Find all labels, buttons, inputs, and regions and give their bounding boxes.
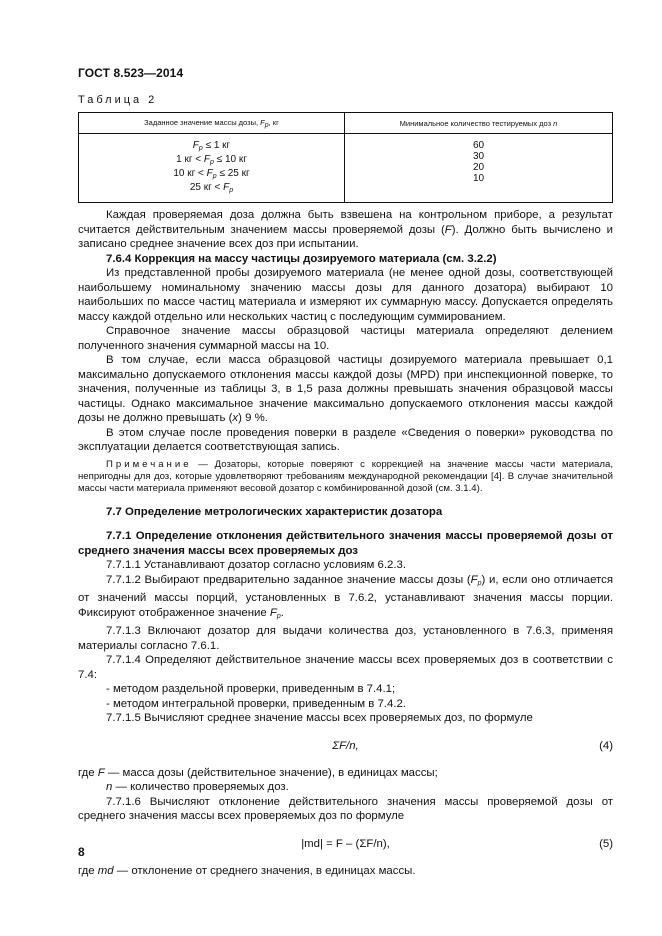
clause-7-7-1-2: 7.7.1.2 Выбирают предварительно заданное значение массы дозы $(F_p)$ и, если оно отличается от значений массы порций, установленных в 7.6.2, устанавливают значения массы порции. Фиксируют отображенное значение $F_p$. [78,573,613,620]
var-n: n [553,118,558,128]
formula-number: (5) [599,837,613,850]
clause-7-7-1-4: 7.7.1.4 Определяют действительное значение массы всех проверяемых доз в соответствии с 7.4: [78,654,613,681]
header-unit: , кг [268,117,279,127]
count-item: 60 [472,140,485,151]
note-label: Примечание [106,458,192,470]
column-header-dose-mass [79,113,345,134]
section-heading-7-7-1: 7.7.1 Определение отклонения действительного значения массы проверяемой дозы от среднего значения массы всех проверяемых доз [78,530,613,557]
paragraph-reference-mass: Справочное значение массы образцовой частицы материала определяют делением полученного значения суммарной массы на 10. [78,325,613,352]
table-dose-count [78,112,613,203]
range-item: 10 кг < $F_p \le 25$ кг [173,168,250,180]
page-number: 8 [78,845,85,859]
clause-7-7-1-5: 7.7.1.5 Вычисляют среднее значение массы всех проверяемых доз, по формуле [106,712,533,724]
formula-5 [78,830,613,858]
range-item: 25 кг < $F_p$ [189,182,234,194]
header-text: Минимальное количество тестируемых доз [399,118,554,128]
cell-dose-ranges [79,134,345,203]
formula-expression: ΣF/n, [332,739,359,752]
clause-7-7-1-1: 7.7.1.1 Устанавливают дозатор согласно условиям 6.2.3. [106,559,407,571]
clause-7-7-1-6: 7.7.1.6 Вычисляют отклонение действительного значения массы проверяемой дозы от среднего значения массы всех проверяемых доз по формуле [78,795,613,822]
paragraph-weighing: Каждая проверяемая доза должна быть взвешена на контрольном приборе, а результат считается действительным значением массы проверяемой дозы (F). Должно быть вычислено и записано среднее значение всех доз при испытании. [78,209,613,250]
column-header-min-count [345,113,613,134]
where-md: где md — отклонение от среднего значения, в единицах массы. [78,864,416,877]
formula-expression: |md| = F – (ΣF/n), [301,837,390,850]
where-f: где F — масса дозы (действительное значение), в единицах массы; [78,766,438,779]
body-text [78,208,613,878]
count-item: 10 [472,173,485,184]
table-row [79,134,613,203]
range-item: $F_p \le 1$ кг [192,140,231,152]
table-header-row [79,113,613,134]
header-text: Заданное значение массы дозы, [144,117,261,127]
list-item: - методом интегральной проверки, приведенным в 7.4.2. [106,697,406,710]
formula-number: (4) [599,739,613,752]
paragraph-sample-selection: Из представленной пробы дозируемого материала (не менее одной дозы, соответствующей наибольшему номинальному значению массы дозы для данного дозатора) выбирают 10 наибольших по массе частиц материала и измеряют их суммарную массу. Допускается определять массу каждой отдельно или нескольких частиц с последующим суммированием. [78,267,613,323]
section-heading-7-7: 7.7 Определение метрологических характеристик дозатора [106,505,443,518]
formula-4 [78,732,613,760]
range-item: 1 кг < $F_p \le 10$ кг [176,154,247,166]
paragraph-mpd: В том случае, если масса образцовой частицы дозируемого материала превышает 0,1 максимально допускаемого отклонения массы каждой дозы (MPD) при инспекционной поверке, то значения, полученные из таблицы 3, в 1,5 раза должны превышать значения образцовой массы частицы. Однако максимальное значение максимально допускаемого отклонения массы каждой дозы не должно превышать (x) 9 %. [78,354,613,424]
count-item: 20 [472,162,485,173]
section-heading-7-6-4: 7.6.4 Коррекция на массу частицы дозируемого материала (см. 3.2.2) [106,252,497,265]
document-header: ГОСТ 8.523—2014 [78,66,184,80]
clause-7-7-1-3: 7.7.1.3 Включают дозатор для выдачи количества доз, установленного в 7.6.3, применяя материалы согласно 7.6.1. [78,625,613,652]
paragraph-record: В этом случае после проведения поверки в разделе «Сведения о поверки» руководства по эксплуатации делается соответствующая запись. [78,426,613,453]
cell-dose-counts [345,134,613,203]
where-n: n — количество проверяемых доз. [106,781,289,793]
note: Примечание — Дозаторы, которые поверяют с коррекцией на значение массы части материала, непригодны для доз, которые удовлетворяют требованиям международной рекомендации [4]. В случае значительной массы части материала применяют весовой дозатор с комбинированной дозой (см. 3.1.4). [78,458,613,494]
count-item: 30 [472,151,485,162]
table-caption: Таблица 2 [78,94,158,106]
subscript-p: p [264,121,269,129]
var-f: F [260,117,265,127]
list-item: - методом раздельной проверки, приведенным в 7.4.1; [106,683,396,695]
